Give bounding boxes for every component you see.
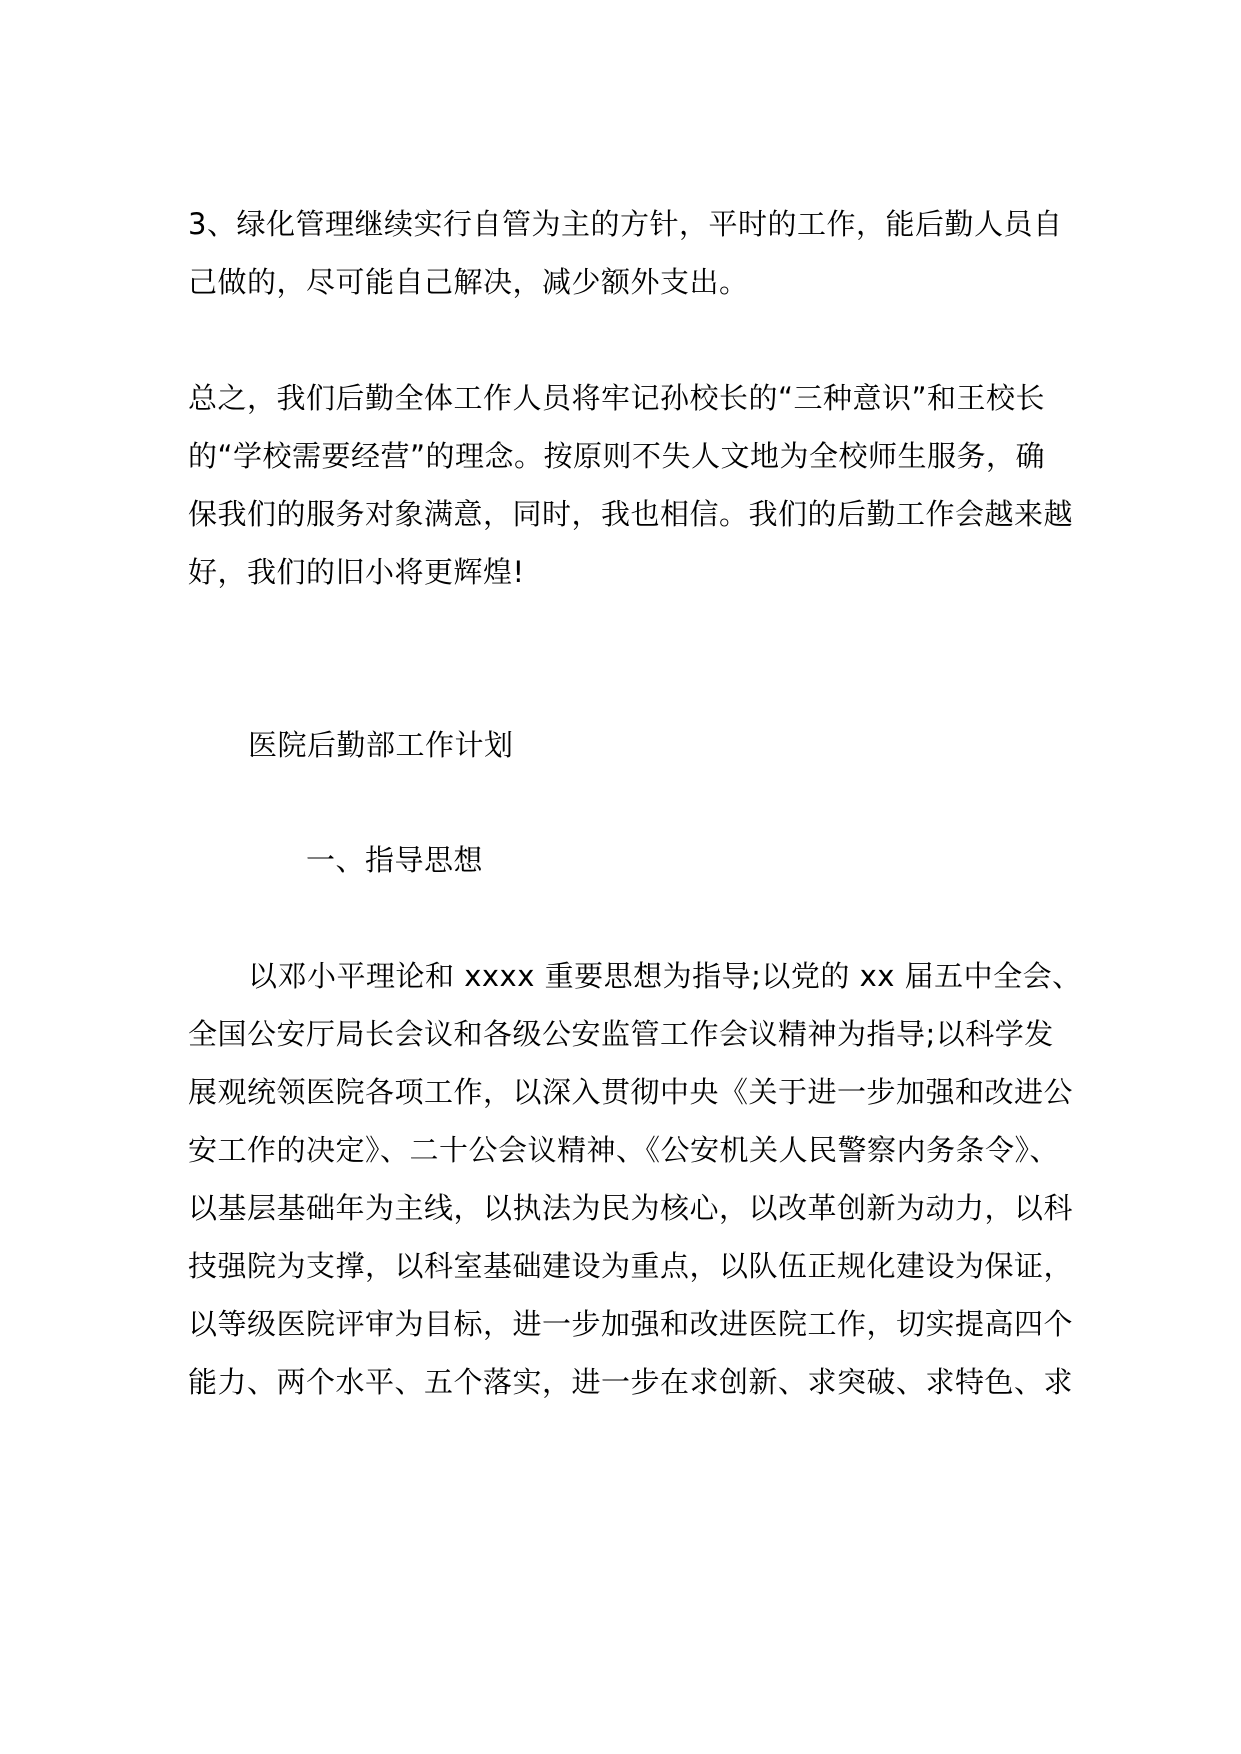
guiding-paragraph-line-8: 能力、两个水平、五个落实，进一步在求创新、求突破、求特色、求 xyxy=(188,1365,1074,1399)
guiding-paragraph-line-3: 展观统领医院各项工作，以深入贯彻中央《关于进一步加强和改进公 xyxy=(188,1075,1074,1109)
guiding-paragraph-line-2: 全国公安厅局长会议和各级公安监管工作会议精神为指导;以科学发 xyxy=(188,1017,1054,1051)
guiding-paragraph-line-5: 以基层基础年为主线，以执法为民为核心，以改革创新为动力，以科 xyxy=(188,1191,1074,1225)
section-heading-guiding-thought: 一、指导思想 xyxy=(306,843,484,877)
guiding-paragraph-line-7: 以等级医院评审为目标，进一步加强和改进医院工作，切实提高四个 xyxy=(188,1307,1074,1341)
section3-line-1: 3、绿化管理继续实行自管为主的方针，平时的工作，能后勤人员自 xyxy=(188,207,1063,241)
conclusion-line-4: 好，我们的旧小将更辉煌! xyxy=(188,555,525,589)
conclusion-line-3: 保我们的服务对象满意，同时，我也相信。我们的后勤工作会越来越 xyxy=(188,497,1074,531)
guiding-paragraph-line-6: 技强院为支撑，以科室基础建设为重点，以队伍正规化建设为保证， xyxy=(188,1249,1074,1283)
conclusion-line-1: 总之，我们后勤全体工作人员将牢记孙校长的“三种意识”和王校长 xyxy=(188,381,1046,415)
plan-title: 医院后勤部工作计划 xyxy=(248,728,514,762)
conclusion-line-2: 的“学校需要经营”的理念。按原则不失人文地为全校师生服务，确 xyxy=(188,439,1046,473)
section3-line-2: 己做的，尽可能自己解决，减少额外支出。 xyxy=(188,265,749,299)
guiding-paragraph-line-4: 安工作的决定》、二十公会议精神、《公安机关人民警察内务条令》、 xyxy=(188,1133,1060,1167)
guiding-paragraph-line-1: 以邓小平理论和 xxxx 重要思想为指导;以党的 xx 届五中全会、 xyxy=(248,959,1082,993)
